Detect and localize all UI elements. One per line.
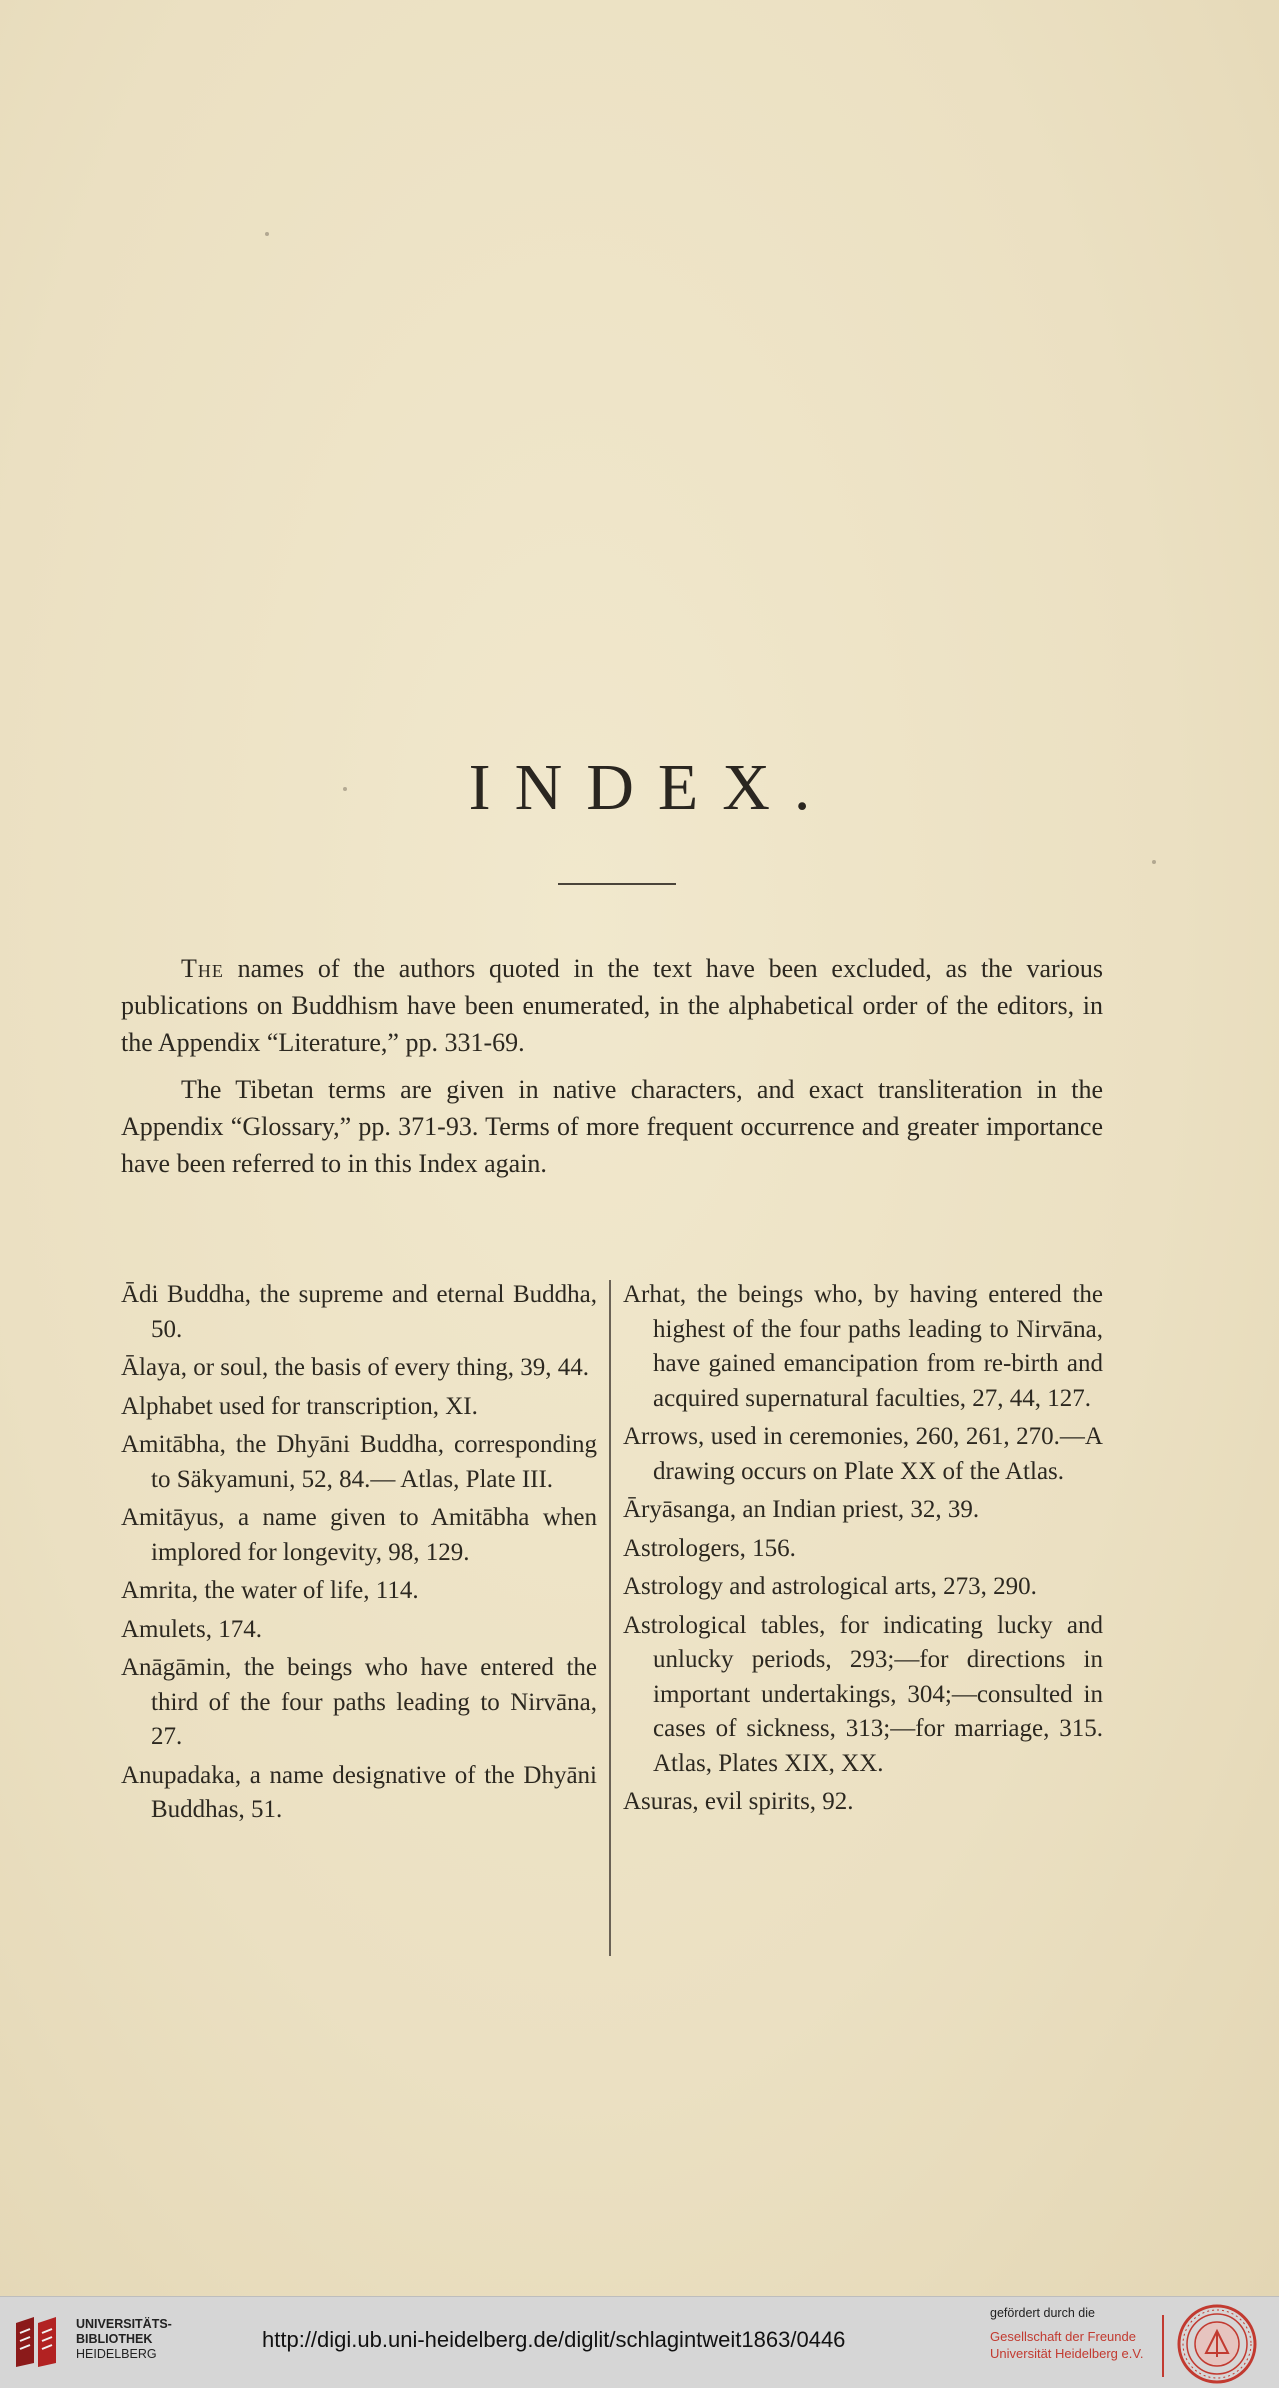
paper-speck xyxy=(265,232,269,236)
index-entry: Astrological tables, for indicating lucky and unlucky periods, 293;—for directions in important undertakings, 304;—consulted in cases of sickness, 313;—for marriage, 315. Atlas, Plates XIX, XX. xyxy=(623,1611,1103,1777)
intro-text xyxy=(121,950,1103,1192)
intro-lead-word: The xyxy=(181,954,224,983)
index-entry: Astrologers, 156. xyxy=(623,1534,796,1562)
index-entry: Āryāsanga, an Indian priest, 32, 39. xyxy=(623,1496,980,1523)
index-title: INDEX. xyxy=(468,751,835,824)
library-name-line-2: BIBLIOTHEK xyxy=(76,2332,153,2346)
index-entry: Amulets, 174. xyxy=(121,1615,262,1643)
index-entry: Amrita, the water of life, 114. xyxy=(121,1577,419,1604)
viewer-footer xyxy=(0,2296,1279,2388)
intro-paragraph-2: The Tibetan terms are given in native characters, and exact transliteration in the Appendix “Glossary,” pp. 371-93. Terms of more frequent occurrence and greater importance have been referred to in this Index again. xyxy=(121,1075,1103,1178)
index-column-right xyxy=(623,1278,1103,1824)
sponsor-block[interactable] xyxy=(990,2305,1143,2362)
index-entry: Alphabet used for transcription, XI. xyxy=(121,1392,478,1420)
university-seal-icon[interactable] xyxy=(1176,2303,1258,2385)
sponsor-name-line-1: Gesellschaft der Freunde xyxy=(990,2329,1136,2344)
index-entry: Amitābha, the Dhyāni Buddha, corresponding to Säkyamuni, 52, 84.— Atlas, Plate III. xyxy=(121,1431,597,1493)
university-library-logo-icon[interactable] xyxy=(12,2313,64,2369)
library-name-line-3: HEIDELBERG xyxy=(76,2347,157,2361)
index-entry: Amitāyus, a name given to Amitābha when implored for longevity, 98, 129. xyxy=(121,1504,597,1566)
sponsor-name-line-2: Universität Heidelberg e.V. xyxy=(990,2346,1144,2361)
paper-speck xyxy=(1152,860,1156,864)
title-rule xyxy=(558,883,676,885)
index-entry: Anupadaka, a name designative of the Dhyāni Buddhas, 51. xyxy=(121,1761,597,1823)
permalink-url[interactable]: http://digi.ub.uni-heidelberg.de/diglit/schlagintweit1863/0446 xyxy=(262,2327,846,2352)
intro-paragraph-1-text: names of the authors quoted in the text have been excluded, as the various publications on Buddhism have been enumerated, in the alphabetical order of the editors, in the Appendix “Literature,” pp. 331-69. xyxy=(121,954,1103,1057)
index-entry: Anāgāmin, the beings who have entered the third of the four paths leading to Nirvāna, 27. xyxy=(121,1654,597,1750)
intro-paragraph-1 xyxy=(121,950,1103,1061)
index-entry: Ādi Buddha, the supreme and eternal Buddha, 50. xyxy=(121,1281,597,1343)
index-entry: Arrows, used in ceremonies, 260, 261, 270.—A drawing occurs on Plate XX of the Atlas. xyxy=(623,1423,1103,1485)
index-entry: Asuras, evil spirits, 92. xyxy=(623,1788,854,1815)
library-name-line-1: UNIVERSITÄTS- xyxy=(76,2317,172,2331)
sponsor-divider xyxy=(1162,2315,1164,2377)
funded-by-label: gefördert durch die xyxy=(990,2306,1095,2320)
column-divider xyxy=(609,1280,611,1956)
index-column-left xyxy=(121,1278,597,1832)
index-entry: Arhat, the beings who, by having entered the highest of the four paths leading to Nirvāna, have gained emancipation from re-birth and acquired supernatural faculties, 27, 44, 127. xyxy=(623,1281,1103,1412)
library-name[interactable] xyxy=(76,2317,172,2362)
index-entry: Astrology and astrological arts, 273, 290. xyxy=(623,1573,1037,1600)
index-entry: Ālaya, or soul, the basis of every thing, 39, 44. xyxy=(121,1354,589,1381)
index-columns xyxy=(121,1278,1103,1958)
